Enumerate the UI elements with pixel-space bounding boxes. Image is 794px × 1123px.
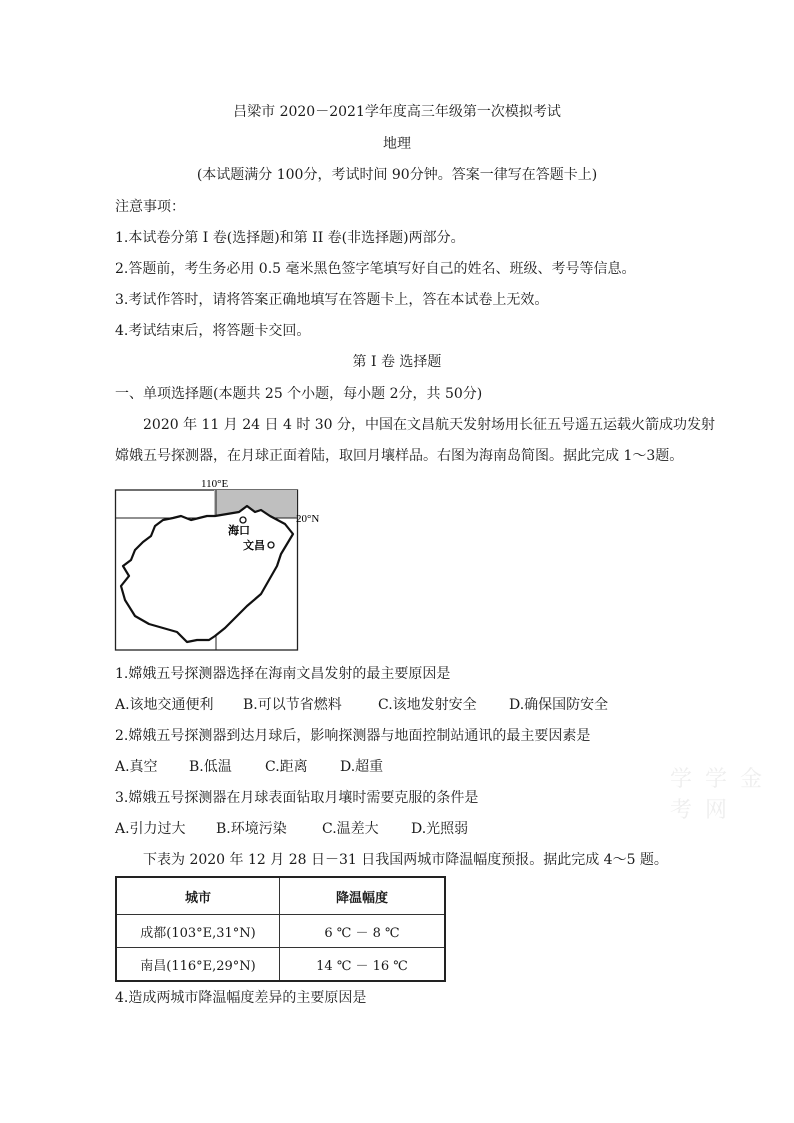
passage-line: 下表为 2020 年 12 月 28 日－31 日我国两城市降温幅度预报。据此完成 4～5 题。	[143, 852, 668, 868]
table-cell-city: 南昌(116°E,29°N)	[116, 948, 280, 982]
table-header-row	[116, 877, 445, 915]
option-d: D.光照弱	[411, 821, 469, 837]
part-heading: 一、单项选择题(本题共 25 个小题，每小题 2分，共 50分)	[115, 386, 483, 402]
option-b: B.低温	[189, 759, 232, 775]
option-a: A.真空	[115, 759, 158, 775]
option-b: B.可以节省燃料	[243, 697, 342, 713]
option-a: A.该地交通便利	[115, 697, 214, 713]
question-stem: 1.嫦娥五号探测器选择在海南文昌发射的最主要原因是	[115, 666, 451, 682]
notice-heading: 注意事项：	[115, 199, 185, 215]
section-title: 第 I 卷 选择题	[352, 354, 442, 370]
passage-line: 2020 年 11 月 24 日 4 时 30 分，中国在文昌航天发射场用长征五号遥五运载火箭成功发射	[143, 417, 716, 433]
haikou-label: 海口	[228, 524, 250, 537]
notice-item: 3.考试作答时，请将答案正确地填写在答题卡上，答在本试卷上无效。	[115, 292, 549, 308]
wenchang-label: 文昌	[243, 539, 265, 552]
notice-item: 1.本试卷分第 I 卷(选择题)和第 II 卷(非选择题)两部分。	[115, 230, 465, 246]
temperature-table	[115, 876, 446, 982]
notice-item: 2.答题前，考生务必用 0.5 毫米黑色签字笔填写好自己的姓名、班级、考号等信息。	[115, 261, 636, 277]
hainan-map	[115, 476, 320, 652]
exam-title: 吕梁市 2020－2021学年度高三年级第一次模拟考试	[233, 104, 561, 120]
table-header-city: 城市	[116, 877, 280, 915]
option-c: C.该地发射安全	[378, 697, 477, 713]
question-stem: 4.造成两城市降温幅度差异的主要原因是	[115, 990, 367, 1006]
haikou-marker	[240, 517, 246, 523]
question-stem: 3.嫦娥五号探测器在月球表面钻取月壤时需要克服的条件是	[115, 790, 479, 806]
notice-item: 4.考试结束后，将答题卡交回。	[115, 323, 311, 339]
passage-line: 嫦娥五号探测器，在月球正面着陆，取回月壤样品。右图为海南岛简图。据此完成 1～3题。	[115, 448, 684, 464]
option-a: A.引力过大	[115, 821, 186, 837]
subject-title: 地理	[383, 136, 411, 152]
table-cell-drop: 14 ℃ － 16 ℃	[280, 948, 446, 982]
option-c: C.距离	[265, 759, 308, 775]
table-cell-city: 成都(103°E,31°N)	[116, 915, 280, 948]
table-header-drop: 降温幅度	[280, 877, 446, 915]
wenchang-marker	[268, 542, 274, 548]
table-row	[116, 915, 445, 948]
longitude-label: 110°E	[201, 478, 229, 490]
option-b: B.环境污染	[216, 821, 287, 837]
option-d: D.确保国防安全	[509, 697, 609, 713]
exam-note: (本试题满分 100分，考试时间 90分钟。答案一律写在答题卡上)	[196, 167, 598, 183]
table-row	[116, 948, 445, 982]
option-c: C.温差大	[322, 821, 379, 837]
latitude-label: 20°N	[296, 513, 320, 525]
watermark: 学 学 金 考 网	[670, 767, 765, 823]
question-stem: 2.嫦娥五号探测器到达月球后，影响探测器与地面控制站通讯的最主要因素是	[115, 728, 591, 744]
table-cell-drop: 6 ℃ － 8 ℃	[280, 915, 446, 948]
option-d: D.超重	[340, 759, 384, 775]
hainan-island-outline	[121, 506, 293, 642]
